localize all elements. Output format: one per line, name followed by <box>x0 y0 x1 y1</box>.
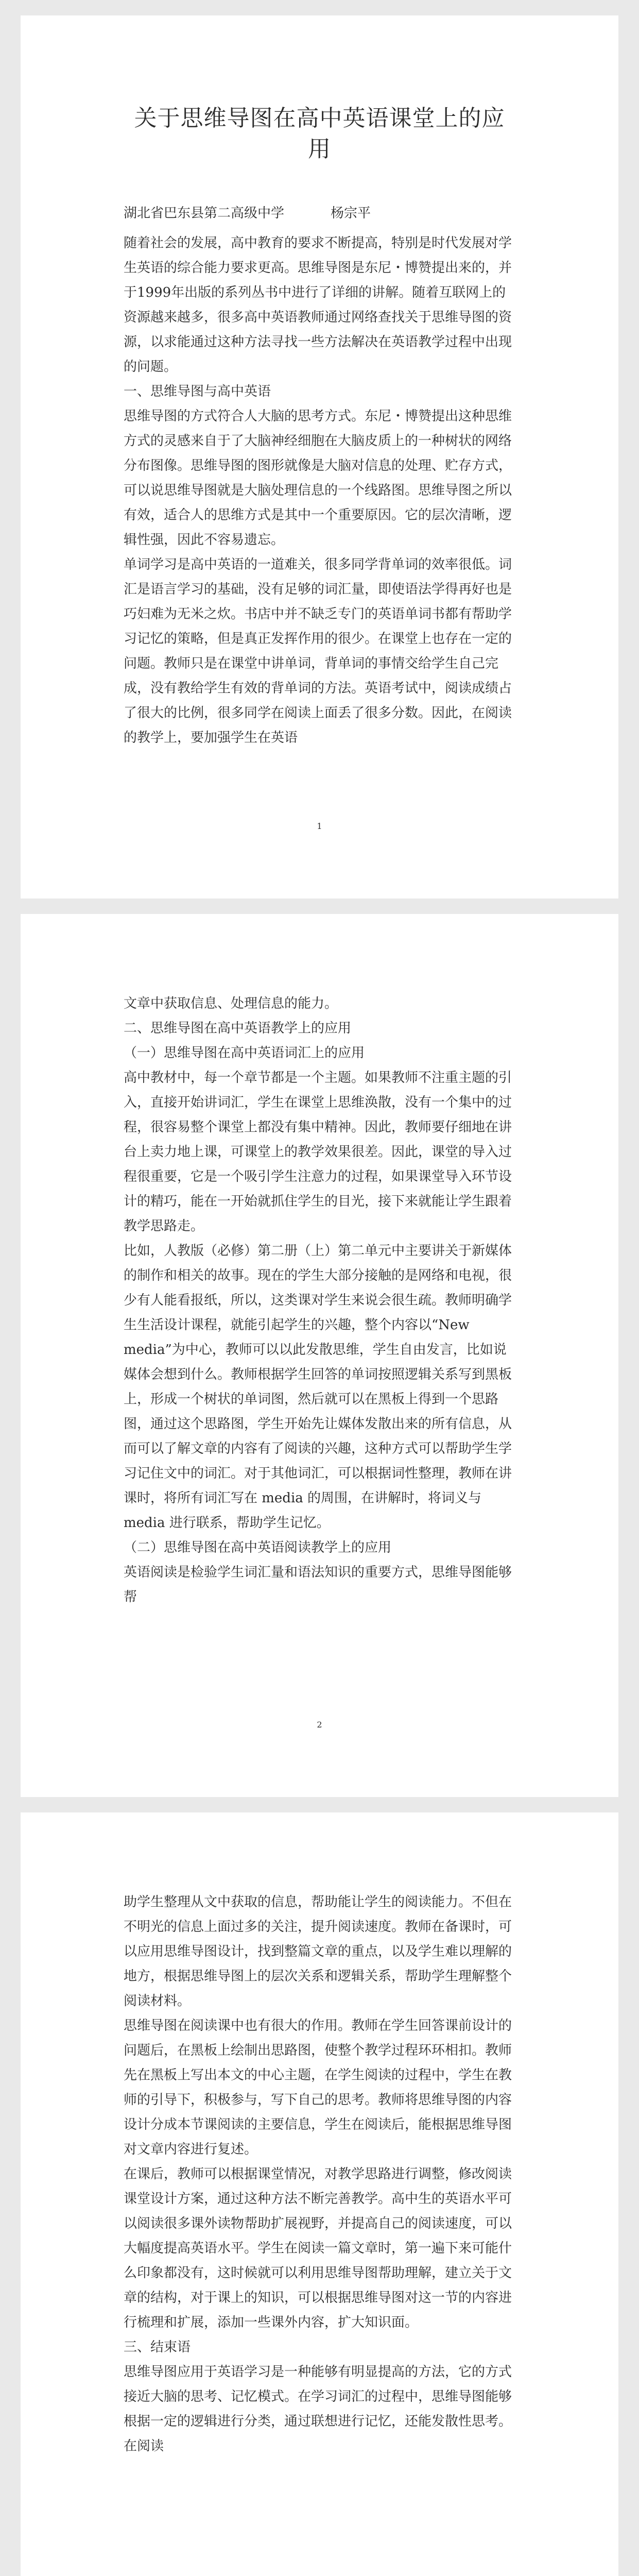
author-name: 杨宗平 <box>331 206 371 221</box>
page-number: 1 <box>317 821 322 831</box>
article-title: 关于思维导图在高中英语课堂上的应用 <box>134 105 505 162</box>
paragraph: 英语阅读是检验学生词汇量和语法知识的重要方式，思维导图能够帮 <box>124 1565 512 1605</box>
section-heading: 一、思维导图与高中英语 <box>124 384 271 399</box>
subsection-heading: （二）思维导图在高中英语阅读教学上的应用 <box>124 1540 392 1555</box>
paragraph: 比如，人教版（必修）第二册（上）第二单元中主要讲关于新媒体的制作和相关的故事。现在的学生大部分接触的是网络和电视，很少有人能看报纸，所以，这类课对学生来说会很生疏。教师明确学生生活设计课程，就能引起学生的兴趣，整个内容以“New media”为中心，教师可以以此发散思维，学生自由发言，比如说媒体会想到什么。教师根据学生回答的单词按照逻辑关系写到黑板上，形成一个树状的单词图，然后就可以在黑板上得到一个思路图，通过这个思路图，学生开始先让媒体发散出来的所有信息，从而可以了解文章的内容有了阅读的兴趣，这种方式可以帮助学生学习记住文中的词汇。对于其他词汇，可以根据词性整理，教师在讲课时，将所有词汇写在 media 的周围，在讲解时，将词义与 media 进行联系，帮助学生记忆。 <box>124 1243 512 1531</box>
paragraph: 高中教材中，每一个章节都是一个主题。如果教师不注重主题的引入，直接开始讲词汇，学生在课堂上思维涣散，没有一个集中的过程，很容易整个课堂上都没有集中精神。因此，教师要仔细地在讲台上卖力地上课，可课堂上的教学效果很差。因此，课堂的导入过程很重要，它是一个吸引学生注意力的过程，如果课堂导入环节设计的精巧，能在一开始就抓住学生的目光，接下来就能让学生跟着教学思路走。 <box>124 1070 512 1234</box>
author-line <box>124 201 515 226</box>
paragraph: 随着社会的发展，高中教育的要求不断提高，特别是时代发展对学生英语的综合能力要求更高。思维导图是东尼・博赞提出来的，并于1999年出版的系列丛书中进行了详细的讲解。随着互联网上的资源越来越多，很多高中英语教师通过网络查找关于思维导图的资源，以求能通过这种方法寻找一些方法解决在英语教学过程中出现的问题。 <box>124 235 512 375</box>
section-heading: 三、结束语 <box>124 2340 191 2355</box>
paragraph: 思维导图应用于英语学习是一种能够有明显提高的方法，它的方式接近大脑的思考、记忆模式。在学习词汇的过程中，思维导图能够根据一定的逻辑进行分类，通过联想进行记忆，还能发散性思考。在阅读 <box>124 2364 512 2454</box>
school-name: 湖北省巴东县第二高级中学 <box>124 206 285 221</box>
page-2 <box>21 914 618 1797</box>
page-number: 2 <box>317 1720 322 1730</box>
paragraph: 思维导图的方式符合人大脑的思考方式。东尼・博赞提出这种思维方式的灵感来自于了大脑神经细胞在大脑皮质上的一种树状的网络分布图像。思维导图的图形就像是大脑对信息的处理、贮存方式，可以说思维导图就是大脑处理信息的一个线路图。思维导图之所以有效，适合人的思维方式是其中一个重要原因。它的层次清晰，逻辑性强，因此不容易遗忘。 <box>124 409 512 548</box>
paragraph: 单词学习是高中英语的一道难关，很多同学背单词的效率很低。词汇是语言学习的基础，没有足够的词汇量，即使语法学得再好也是巧妇难为无米之炊。书店中并不缺乏专门的英语单词书都有帮助学习记忆的策略，但是真正发挥作用的很少。在课堂上也存在一定的问题。教师只是在课堂中讲单词，背单词的事情交给学生自己完成，没有教给学生有效的背单词的方法。英语考试中，阅读成绩占了很大的比例，很多同学在阅读上面丢了很多分数。因此，在阅读的教学上，要加强学生在英语 <box>124 557 512 745</box>
paragraph: 思维导图在阅读课中也有很大的作用。教师在学生回答课前设计的问题后，在黑板上绘制出思路图，使整个教学过程环环相扣。教师先在黑板上写出本文的中心主题，在学生阅读的过程中，学生在教师的引导下，积极参与，写下自己的思考。教师将思维导图的内容设计分成本节课阅读的主要信息，学生在阅读后，能根据思维导图对文章内容进行复述。 <box>124 2018 512 2157</box>
subsection-heading: （一）思维导图在高中英语词汇上的应用 <box>124 1045 365 1061</box>
paragraph: 助学生整理从文中获取的信息，帮助能让学生的阅读能力。不但在不明光的信息上面过多的关注，提升阅读速度。教师在备课时，可以应用思维导图设计，找到整篇文章的重点，以及学生难以理解的地方，根据思维导图上的层次关系和逻辑关系，帮助学生理解整个阅读材料。 <box>124 1894 512 2009</box>
paragraph: 在课后，教师可以根据课堂情况，对教学思路进行调整，修改阅读课堂设计方案，通过这种方法不断完善教学。高中生的英语水平可以阅读很多课外读物帮助扩展视野，并提高自己的阅读速度，可以大幅度提高英语水平。学生在阅读一篇文章时，第一遍下来可能什么印象都没有，这时候就可以利用思维导图帮助理解，建立关于文章的结构，对于课上的知识，可以根据思维导图对这一节的内容进行梳理和扩展，添加一些课外内容，扩大知识面。 <box>124 2166 512 2330</box>
page-3 <box>21 1812 618 2576</box>
section-heading: 二、思维导图在高中英语教学上的应用 <box>124 1021 352 1036</box>
paragraph: 文章中获取信息、处理信息的能力。 <box>124 996 338 1011</box>
page-1 <box>21 15 618 899</box>
